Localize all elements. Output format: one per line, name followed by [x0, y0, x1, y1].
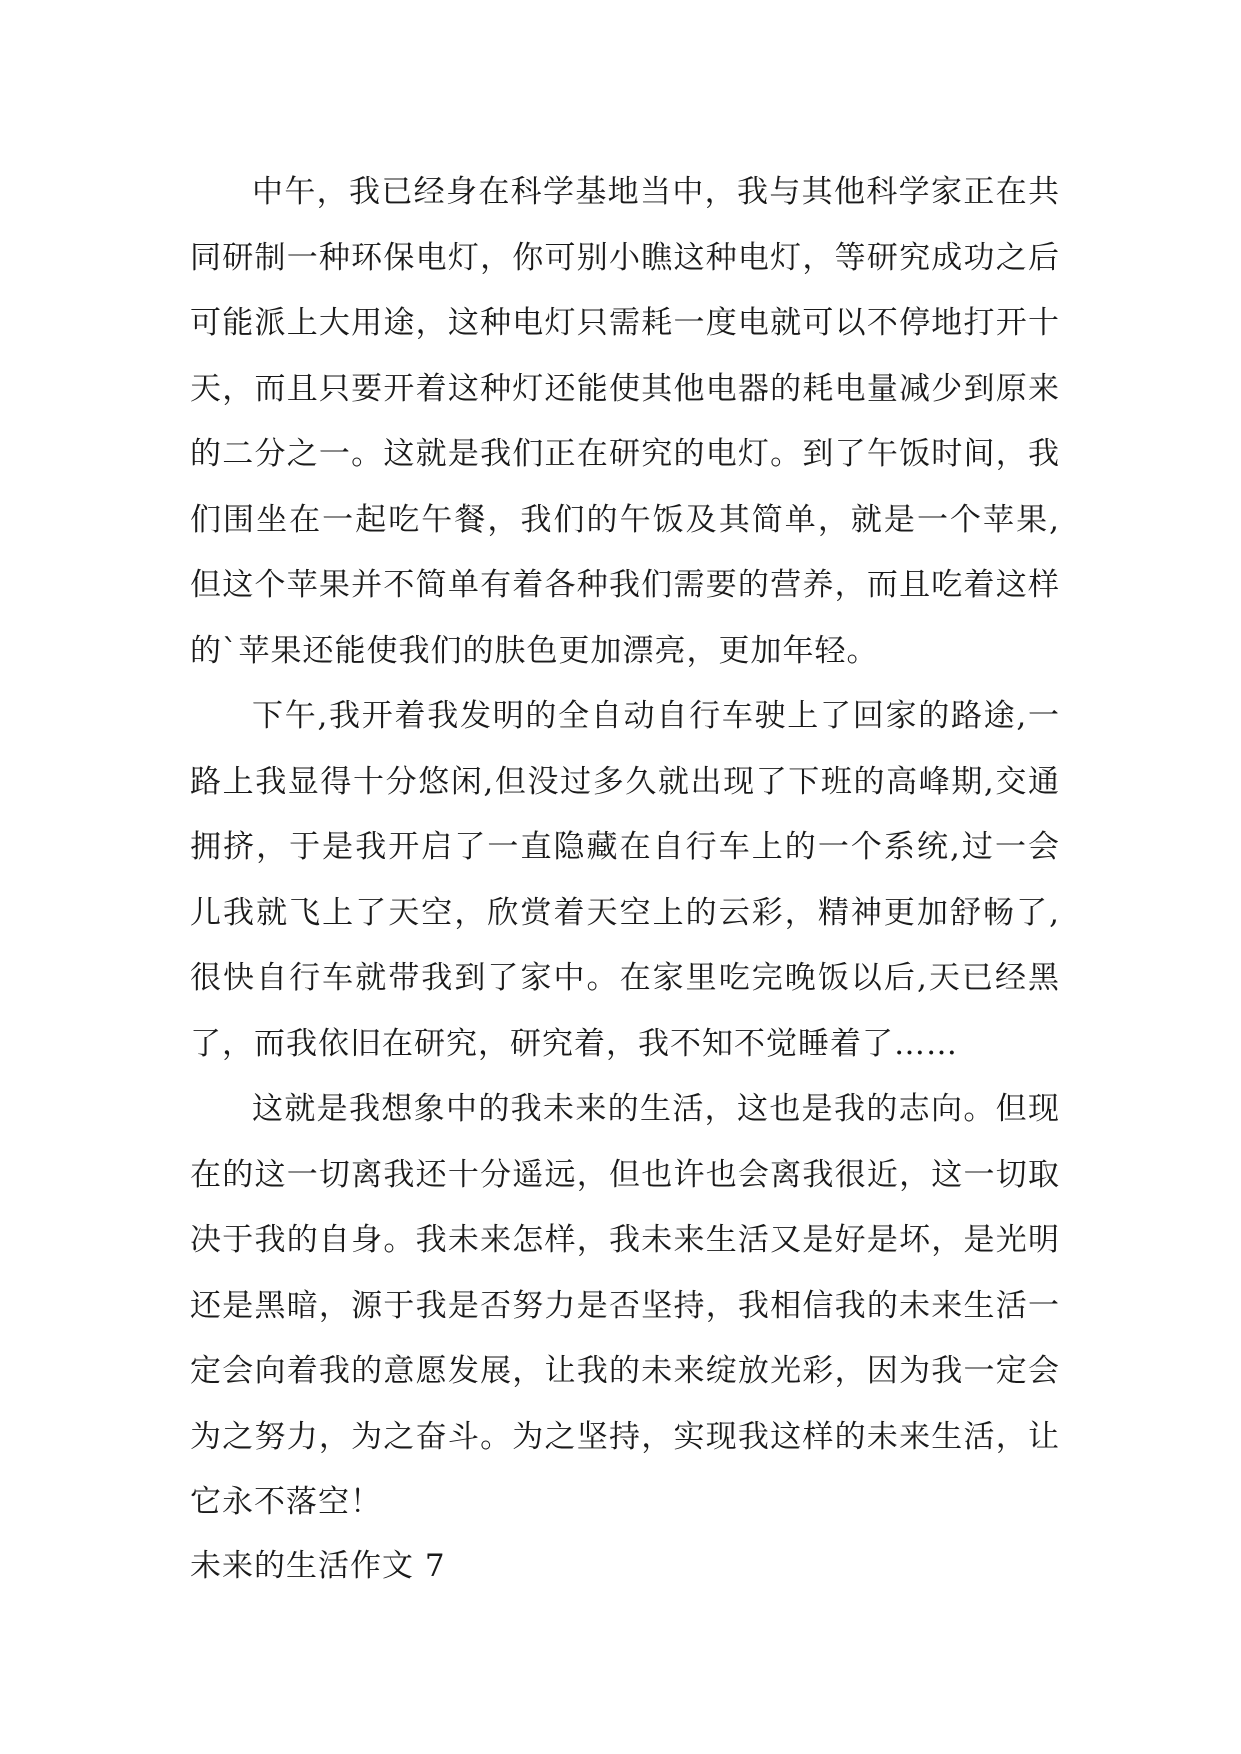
paragraph-1: 中午，我已经身在科学基地当中，我与其他科学家正在共同研制一种环保电灯，你可别小瞧这种电灯，等研究成功之后可能派上大用途，这种电灯只需耗一度电就可以不停地打开十天，而且只要开着这种灯还能使其他电器的耗电量减少到原来的二分之一。这就是我们正在研究的电灯。到了午饭时间，我们围坐在一起吃午餐，我们的午饭及其简单，就是一个苹果,但这个苹果并不简单有着各种我们需要的营养，而且吃着这样的`苹果还能使我们的肤色更加漂亮，更加年轻。: [190, 174, 1060, 669]
document-body: [190, 160, 1060, 1596]
paragraph-3: 这就是我想象中的我未来的生活，这也是我的志向。但现在的这一切离我还十分遥远，但也许也会离我很近，这一切取决于我的自身。我未来怎样，我未来生活又是好是坏，是光明还是黑暗，源于我是否努力是否坚持，我相信我的未来生活一定会向着我的意愿发展，让我的未来绽放光彩，因为我一定会为之努力，为之奋斗。为之坚持，实现我这样的未来生活，让它永不落空！: [190, 1091, 1060, 1520]
paragraph-2: 下午,我开着我发明的全自动自行车驶上了回家的路途,一路上我显得十分悠闲,但没过多久就出现了下班的高峰期,交通拥挤，于是我开启了一直隐藏在自行车上的一个系统,过一会儿我就飞上了天空，欣赏着天空上的云彩，精神更加舒畅了,很快自行车就带我到了家中。在家里吃完晚饭以后,天已经黑了，而我依旧在研究，研究着，我不知不觉睡着了……: [190, 698, 1060, 1062]
section-heading: 未来的生活作文 7: [190, 1547, 446, 1584]
